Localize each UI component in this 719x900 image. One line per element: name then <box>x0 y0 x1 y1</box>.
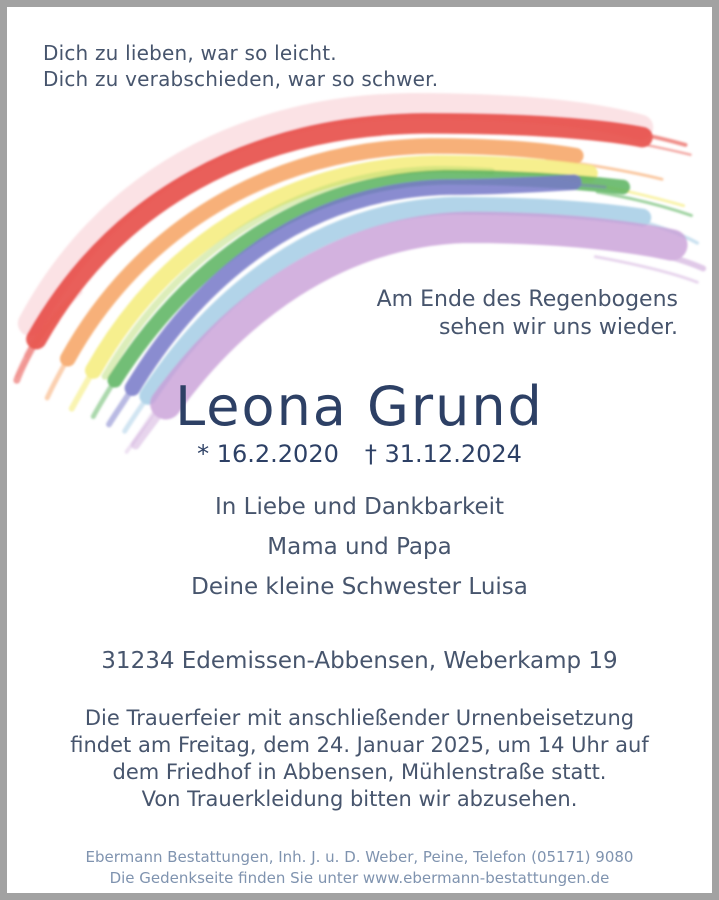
funeral-info-line1: Die Trauerfeier mit anschließender Urnenbeisetzung <box>84 706 635 730</box>
funeral-info <box>7 705 712 813</box>
epigraph-line1: Dich zu lieben, war so leicht. <box>43 41 337 65</box>
funeral-home-contact: Ebermann Bestattungen, Inh. J. u. D. Weber, Peine, Telefon (05171) 9080 <box>85 848 634 866</box>
funeral-info-line2: findet am Freitag, dem 24. Januar 2025, um 14 Uhr auf <box>70 733 649 757</box>
funeral-info-line3: dem Friedhof in Abbensen, Mühlenstraße statt. <box>112 760 607 784</box>
mourners-parents: Mama und Papa <box>267 534 452 560</box>
rainbow-quote-line2: sehen wir uns wieder. <box>438 315 678 340</box>
deceased-name: Leona Grund <box>175 375 544 438</box>
rainbow-quote-line1: Am Ende des Regenbogens <box>376 287 678 312</box>
funeral-home-footer <box>7 847 712 889</box>
condolence-block <box>7 495 712 600</box>
mourners-sister: Deine kleine Schwester Luisa <box>191 574 528 600</box>
rainbow-quote <box>377 286 678 342</box>
rainbow-band-orange <box>47 146 662 398</box>
epigraph <box>43 40 438 92</box>
family-address: 31234 Edemissen-Abbensen, Weberkamp 19 <box>101 648 618 674</box>
life-dates <box>7 440 712 468</box>
funeral-info-line4: Von Trauerkleidung bitten wir abzusehen. <box>141 787 578 811</box>
rainbow-band-lime <box>105 169 491 376</box>
birth-date: * 16.2.2020 <box>197 440 339 468</box>
condolence-line1: In Liebe und Dankbarkeit <box>214 494 505 520</box>
death-date: † 31.12.2024 <box>364 440 522 468</box>
epigraph-line2: Dich zu verabschieden, war so schwer. <box>43 67 439 91</box>
memorial-site-url: Die Gedenkseite finden Sie unter www.ebermann-bestattungen.de <box>109 869 610 887</box>
